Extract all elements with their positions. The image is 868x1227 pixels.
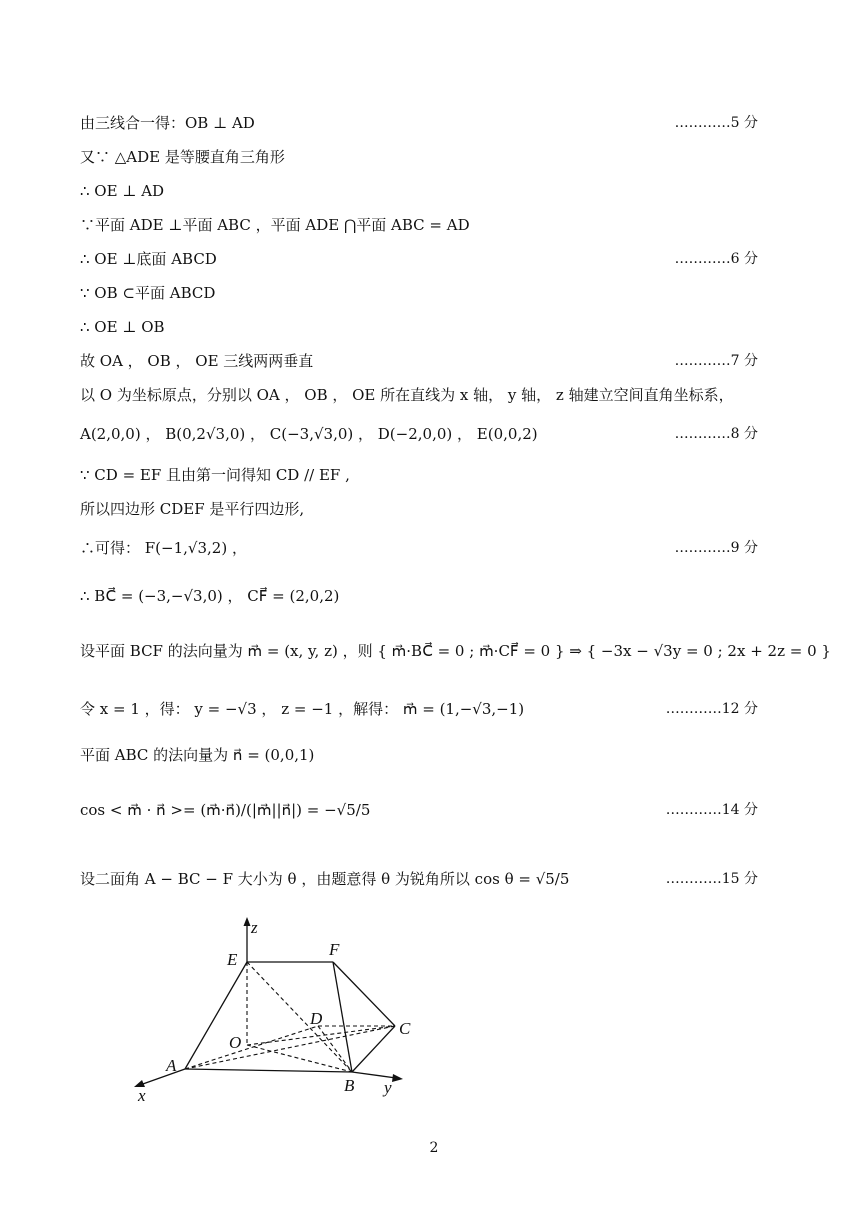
score-1: …………5 分 (674, 115, 758, 131)
score-5: …………6 分 (674, 251, 758, 267)
line-5: ∴ OE ⊥底面 ABCD (80, 250, 217, 268)
line-7: ∴ OE ⊥ OB (80, 318, 165, 336)
edge-AB (185, 1069, 352, 1072)
line-17: 平面 ABC 的法向量为 n⃗ = (0,0,1) (80, 746, 315, 764)
label-O: O (229, 1033, 242, 1052)
line-8: 故 OA ， OB ， OE 三线两两垂直 (80, 352, 314, 370)
edge-AC (185, 1026, 395, 1069)
score-16: …………12 分 (665, 701, 758, 717)
score-18: …………14 分 (665, 802, 758, 818)
edge-OC (247, 1026, 395, 1045)
label-C: C (399, 1019, 411, 1038)
score-8: …………7 分 (674, 353, 758, 369)
label-A: A (166, 1056, 177, 1075)
edge-AD (185, 1026, 318, 1069)
score-10: …………8 分 (674, 426, 758, 442)
y-arrow (392, 1074, 403, 1082)
line-3: ∴ OE ⊥ AD (80, 182, 165, 200)
line-11: ∵ CD = EF 且由第一问得知 CD // EF , (80, 466, 350, 484)
z-arrow (244, 917, 251, 926)
line-13: ∴可得： F(−1,√3,2) ， (80, 539, 247, 557)
line-15: 设平面 BCF 的法向量为 m⃗ = (x, y, z) ，则 { m⃗·BC⃗ = 0 ; m⃗·CF⃗ = 0 } ⇒ { −3x − √3y = 0 ; 2x + 2z = 0 } (80, 642, 831, 660)
line-12: 所以四边形 CDEF 是平行四边形, (80, 500, 305, 518)
x-axis (140, 1069, 185, 1085)
edge-OB (247, 1045, 352, 1072)
line-16: 令 x = 1 ，得： y = −√3 ， z = −1 ，解得： m⃗ = (1,−√3,−1) (80, 700, 525, 718)
line-1: 由三线合一得：OB ⊥ AD (80, 114, 255, 132)
geometry-figure (120, 915, 420, 1105)
line-6: ∵ OB ⊂平面 ABCD (80, 284, 216, 302)
edge-AE (185, 962, 247, 1069)
line-4: ∵平面 ADE ⊥平面 ABC ，平面 ADE ⋂平面 ABC = AD (80, 216, 470, 234)
line-9: 以 O 为坐标原点，分别以 OA ， OB ， OE 所在直线为 x 轴， y 轴， z 轴建立空间直角坐标系， (80, 386, 734, 404)
label-F: F (329, 940, 340, 959)
line-18: cos < m⃗ · n⃗ >= (m⃗·n⃗)/(|m⃗||n⃗|) = −√5/5 (80, 801, 371, 819)
label-E: E (227, 950, 238, 969)
label-x: x (138, 1086, 146, 1105)
line-10: A(2,0,0) ， B(0,2√3,0) ， C(−3,√3,0) ， D(−2,0,0) ， E(0,0,2) (80, 425, 538, 443)
line-2: 又∵ △ADE 是等腰直角三角形 (80, 148, 285, 166)
score-19: …………15 分 (665, 871, 758, 887)
line-14: ∴ BC⃗ = (−3,−√3,0) ， CF⃗ = (2,0,2) (80, 587, 340, 605)
score-13: …………9 分 (674, 540, 758, 556)
edge-BC (352, 1026, 395, 1072)
line-19: 设二面角 A − BC − F 大小为 θ ，由题意得 θ 为锐角所以 cos θ = √5/5 (80, 870, 570, 888)
page-number: 2 (429, 1140, 439, 1156)
label-y: y (384, 1078, 392, 1097)
label-B: B (344, 1076, 355, 1095)
label-z: z (251, 918, 258, 937)
label-D: D (310, 1009, 323, 1028)
